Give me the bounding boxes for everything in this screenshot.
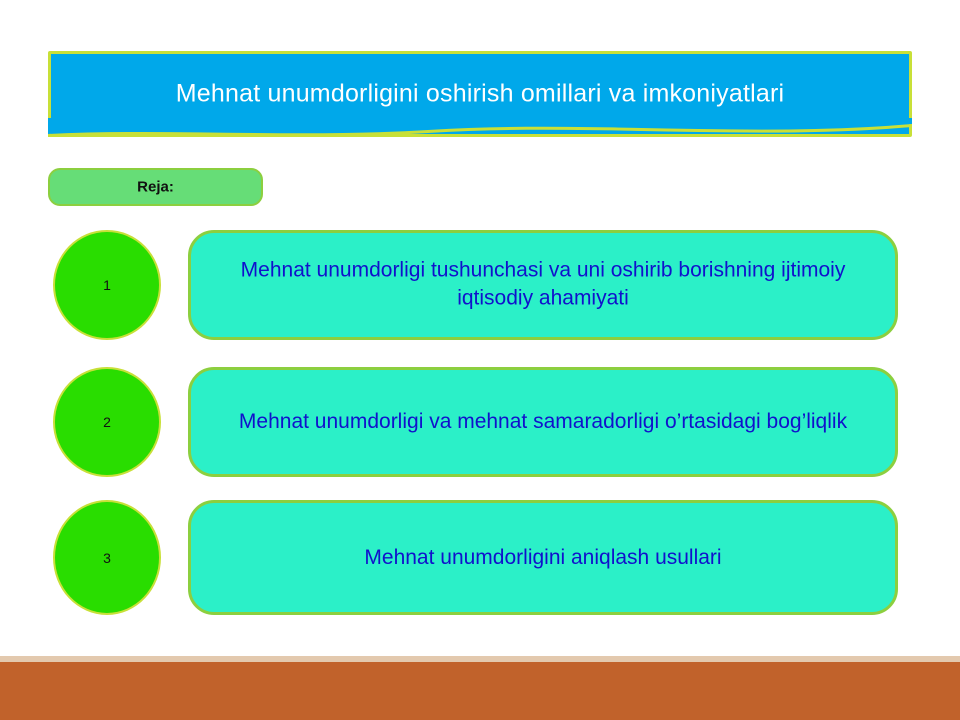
page-title: Mehnat unumdorligini oshirish omillari va imkoniyatlari (175, 79, 785, 108)
title-banner (48, 51, 912, 137)
list-item (48, 500, 912, 615)
list-item (48, 367, 912, 477)
plan-label-text: Reja: (137, 178, 174, 196)
plan-label-pill (48, 168, 263, 206)
content-text-2: Mehnat unumdorligi va mehnat samaradorligi o’rtasidagi bog’liqlik (238, 409, 848, 433)
content-box-2 (188, 367, 898, 477)
bullet-number-1: 1 (103, 277, 111, 293)
bullet-number-2: 2 (103, 414, 111, 430)
bullet-number-3: 3 (103, 549, 111, 566)
bullet-circle-3 (53, 500, 161, 615)
content-box-3 (188, 500, 898, 615)
bullet-circle-2 (53, 367, 161, 477)
content-text-3: Mehnat unumdorligini aniqlash usullari (364, 545, 722, 569)
list-item (48, 230, 912, 340)
footer-bar (0, 662, 960, 720)
content-box-1 (188, 230, 898, 340)
content-text-1: Mehnat unumdorligi tushunchasi va uni oshirib borishning ijtimoiy iqtisodiy ahamiyati (240, 258, 846, 310)
bullet-circle-1 (53, 230, 161, 340)
